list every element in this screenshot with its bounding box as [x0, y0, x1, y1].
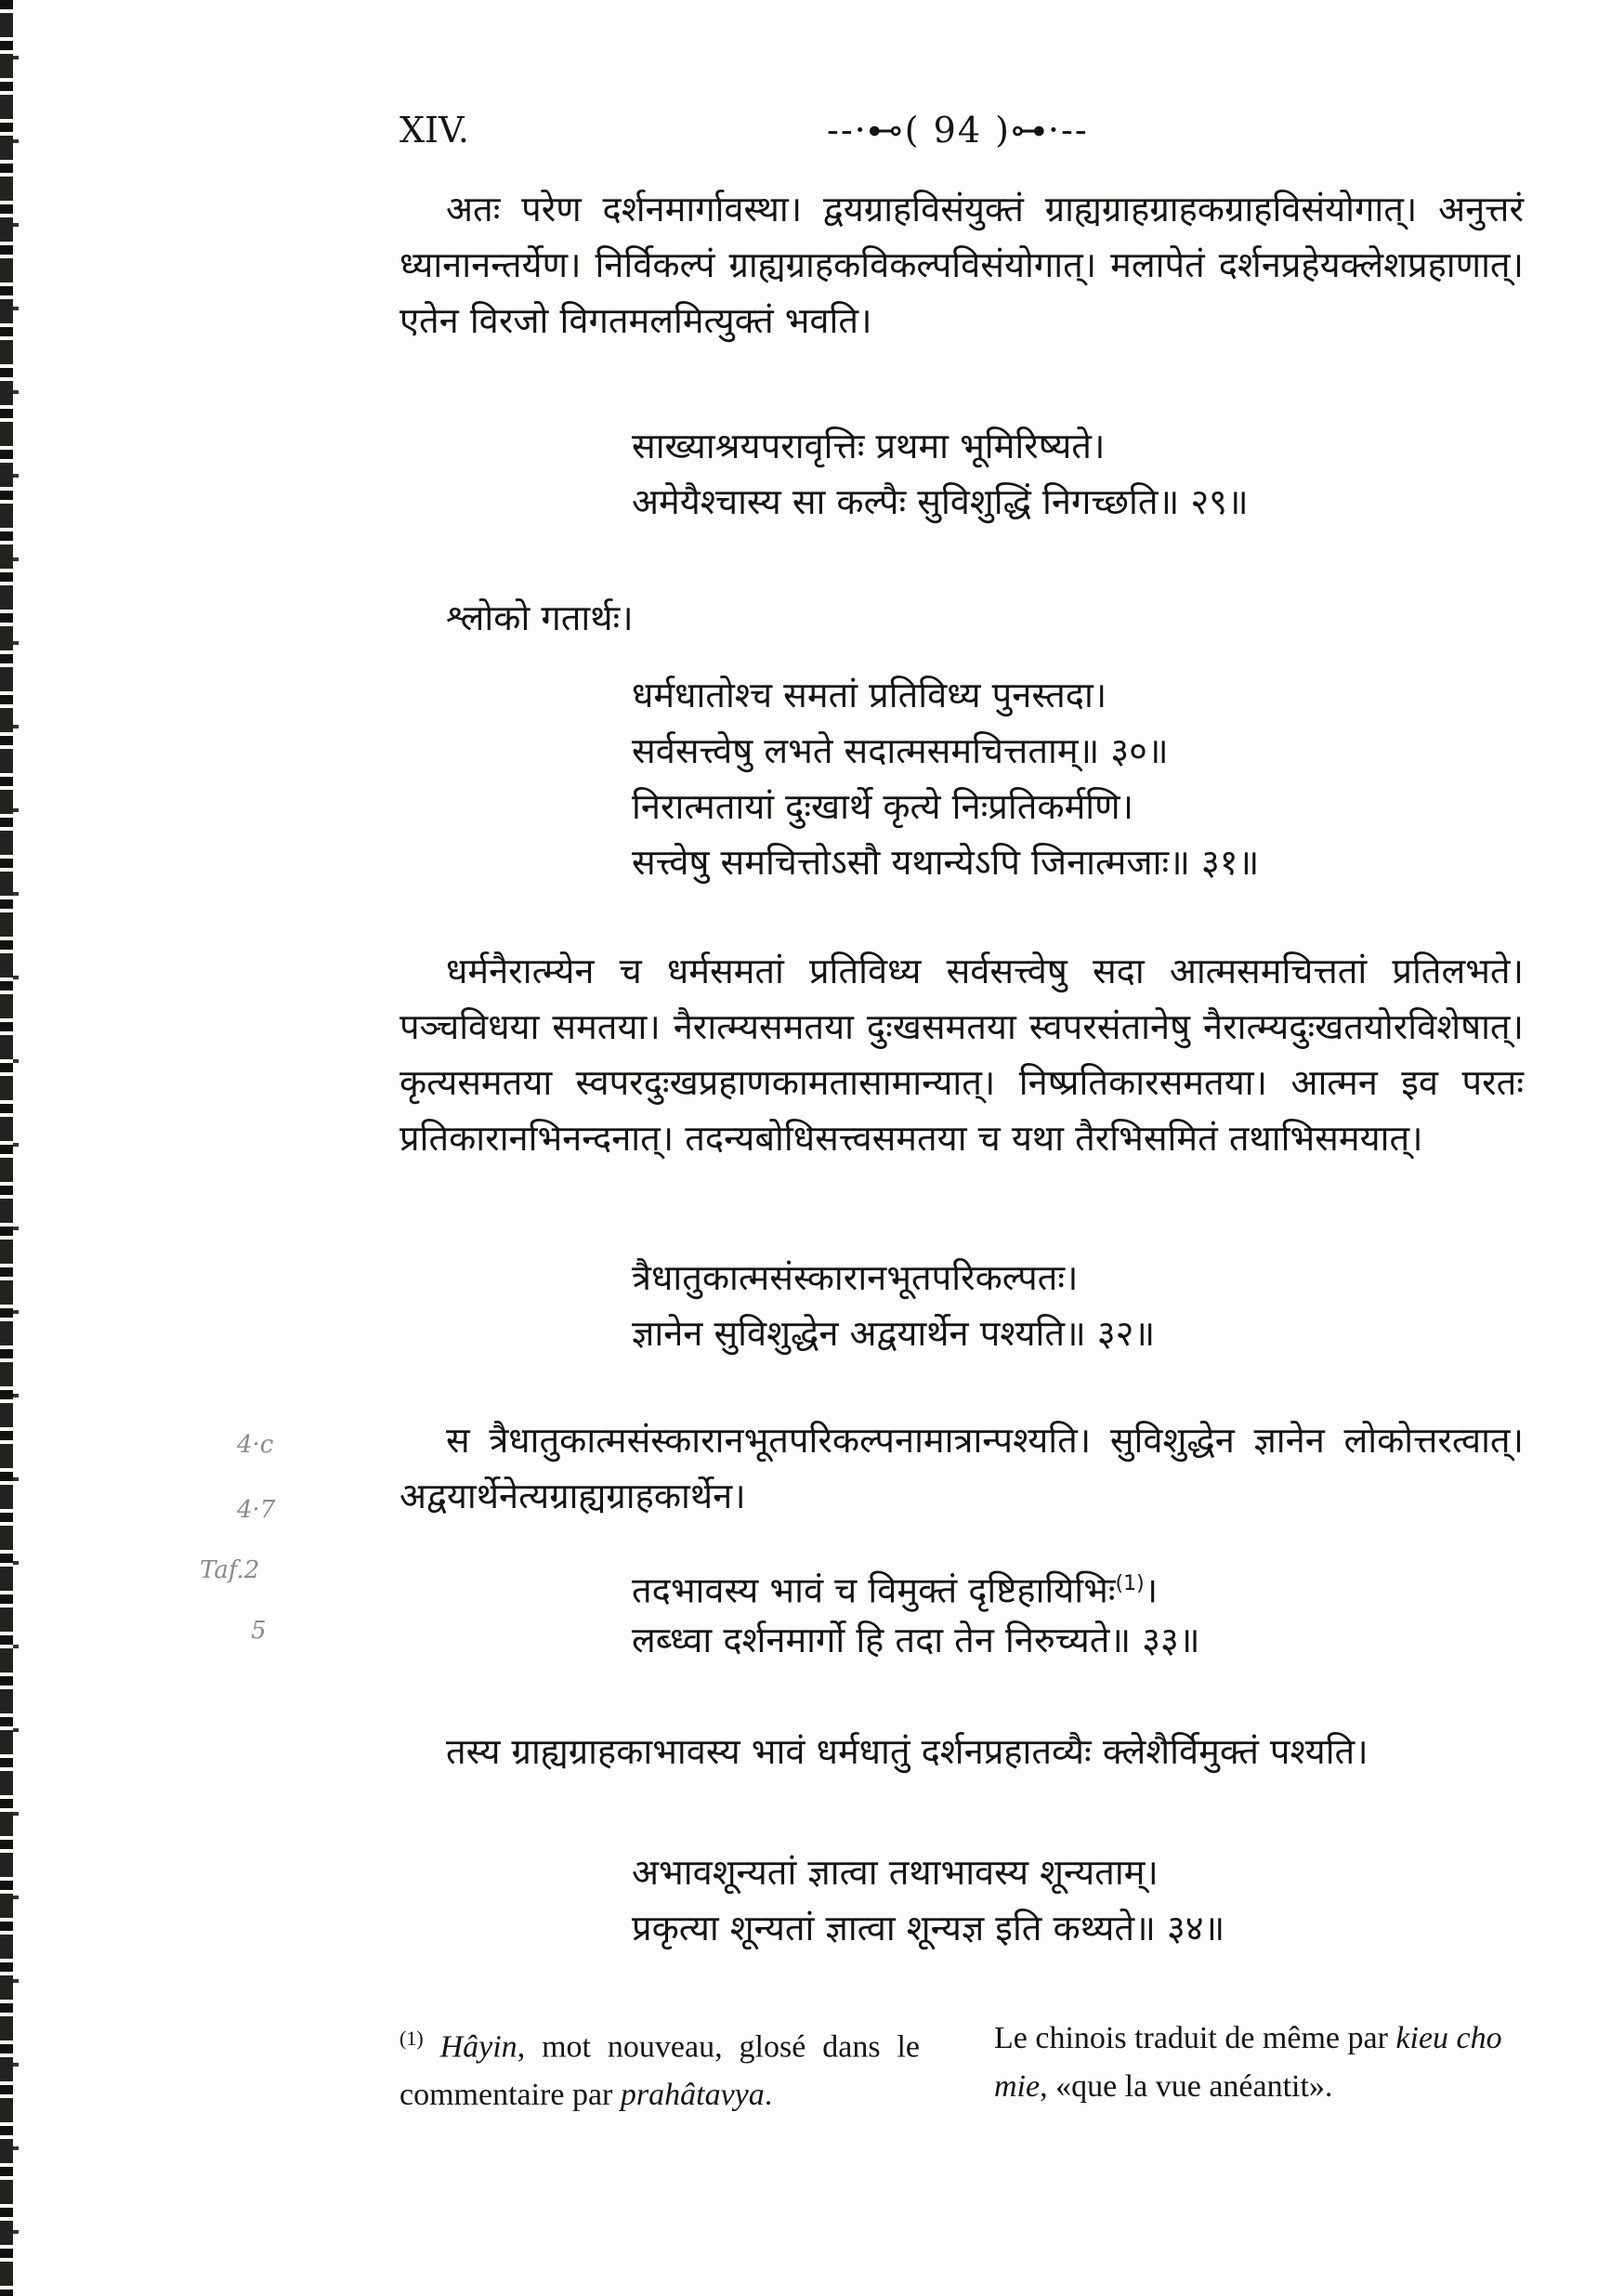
margin-note: 4·c: [237, 1431, 274, 1459]
verse-32: [632, 1250, 1155, 1361]
paragraph-5: तस्य ग्राह्यग्राहकाभावस्य भावं धर्मधातुं दर्शनप्रहातव्यैः क्लेशैर्विमुक्तं पश्यति।: [446, 1731, 1369, 1772]
verse-line: ज्ञानेन सुविशुद्धेन अद्वयार्थेन पश्यति॥ ३२॥: [632, 1313, 1156, 1354]
footnote: $^{(1)}$ Hâyin, mot nouveau, glosé dans le commentaire par prahâtavya.: [399, 2027, 921, 2113]
scan-border: [0, 0, 13, 2296]
verse-line: सत्त्वेषु समचित्तोऽसौ यथान्येऽपि जिनात्मजाः॥ ३१॥: [632, 842, 1260, 883]
margin-note: 4·7: [237, 1496, 276, 1524]
margin-note: Taf.2: [200, 1556, 260, 1584]
verse-line: अभावशून्यतां ज्ञात्वा तथाभावस्य शून्यताम्।: [632, 1852, 1159, 1893]
verse-34: [632, 1844, 1225, 1956]
verse-line: निरात्मतायां दुःखार्थे कृत्ये निःप्रतिकर्मणि।: [632, 786, 1134, 827]
verse-line: सर्वसत्त्वेषु लभते सदात्मसमचित्तताम्॥ ३०॥: [632, 730, 1169, 771]
margin-note: 5: [251, 1617, 267, 1645]
verse-line: लब्ध्वा दर्शनमार्गो हि तदा तेन निरुच्यते॥ ३३॥: [632, 1620, 1200, 1660]
paragraph-4: स त्रैधातुकात्मसंस्कारानभूतपरिकल्पनामात्रान्पश्यति। सुविशुद्धेन ज्ञानेन लोकोत्तरत्वात्। अद्वयार्थेनेत्यग्राह्यग्राहकार्थेन।: [399, 1420, 1524, 1516]
verse-line: प्रकृत्या शून्यतां ज्ञात्वा शून्यज्ञ इति कथ्यते॥ ३४॥: [632, 1908, 1225, 1948]
verse-line: त्रैधातुकात्मसंस्कारानभूतपरिकल्पतः।: [632, 1257, 1079, 1298]
footnote-continuation: Le chinois traduit de même par kieu cho mie, «que la vue anéantit».: [994, 2021, 1502, 2104]
paragraph-1: अतः परेण दर्शनमार्गावस्था। द्वयग्राहविसंयुक्तं ग्राह्यग्राहग्राहकग्राहविसंयोगात्। अनुत्तरं ध्यानानन्तर्येण। निर्विकल्पं ग्राह्यग्राहकविकल्पविसंयोगात्। मलापेतं दर्शनप्रहेयक्लेशप्रहाणात्। एतेन विरजो विगतमलमित्युक्तं भवति।: [399, 189, 1524, 341]
verse-30-31: [632, 667, 1259, 890]
verse-line: साख्याश्रयपरावृत्तिः प्रथमा भूमिरिष्यते।: [632, 426, 1106, 466]
running-head: XIV.: [399, 110, 469, 151]
verse-33: [632, 1556, 1200, 1668]
verse-line: तदभावस्य भावं च विमुक्तं दृष्टिहायिभिः$^{(1)}$।: [632, 1569, 1159, 1611]
verse-line: धर्मधातोश्च समतां प्रतिविध्य पुनस्तदा।: [632, 675, 1107, 715]
footnote-ref: (1): [1115, 1572, 1145, 1595]
verse-29: [632, 418, 1249, 530]
scan-border-inner: [13, 0, 19, 2296]
paragraph-2: श्लोको गतार्थः।: [446, 597, 634, 638]
paragraph-3: धर्मनैरात्म्येन च धर्मसमतां प्रतिविध्य सर्वसत्त्वेषु सदा आत्मसमचित्ततां प्रतिलभते। पञ्चविधया समतया। नैरात्म्यसमतया दुःखसमतया स्वपरसंतानेषु नैरात्म्यदुःखतयोरविशेषात्। कृत्यसमतया स्वपरदुःखप्रहाणकामतासामान्यात्। निष्प्रतिकारसमतया। आत्मन इव परतः प्रतिकारानभिनन्दनात्। तदन्यबोधिसत्त्वसमतया च यथा तैरभिसमितं तथाभिसमयात्।: [399, 951, 1524, 1159]
verse-line: अमेयैश्चास्य सा कल्पैः सुविशुद्धिं निगच्छति॥ २९॥: [632, 481, 1249, 522]
page-number: --·⊷( 94 )⊶·--: [827, 110, 1089, 151]
